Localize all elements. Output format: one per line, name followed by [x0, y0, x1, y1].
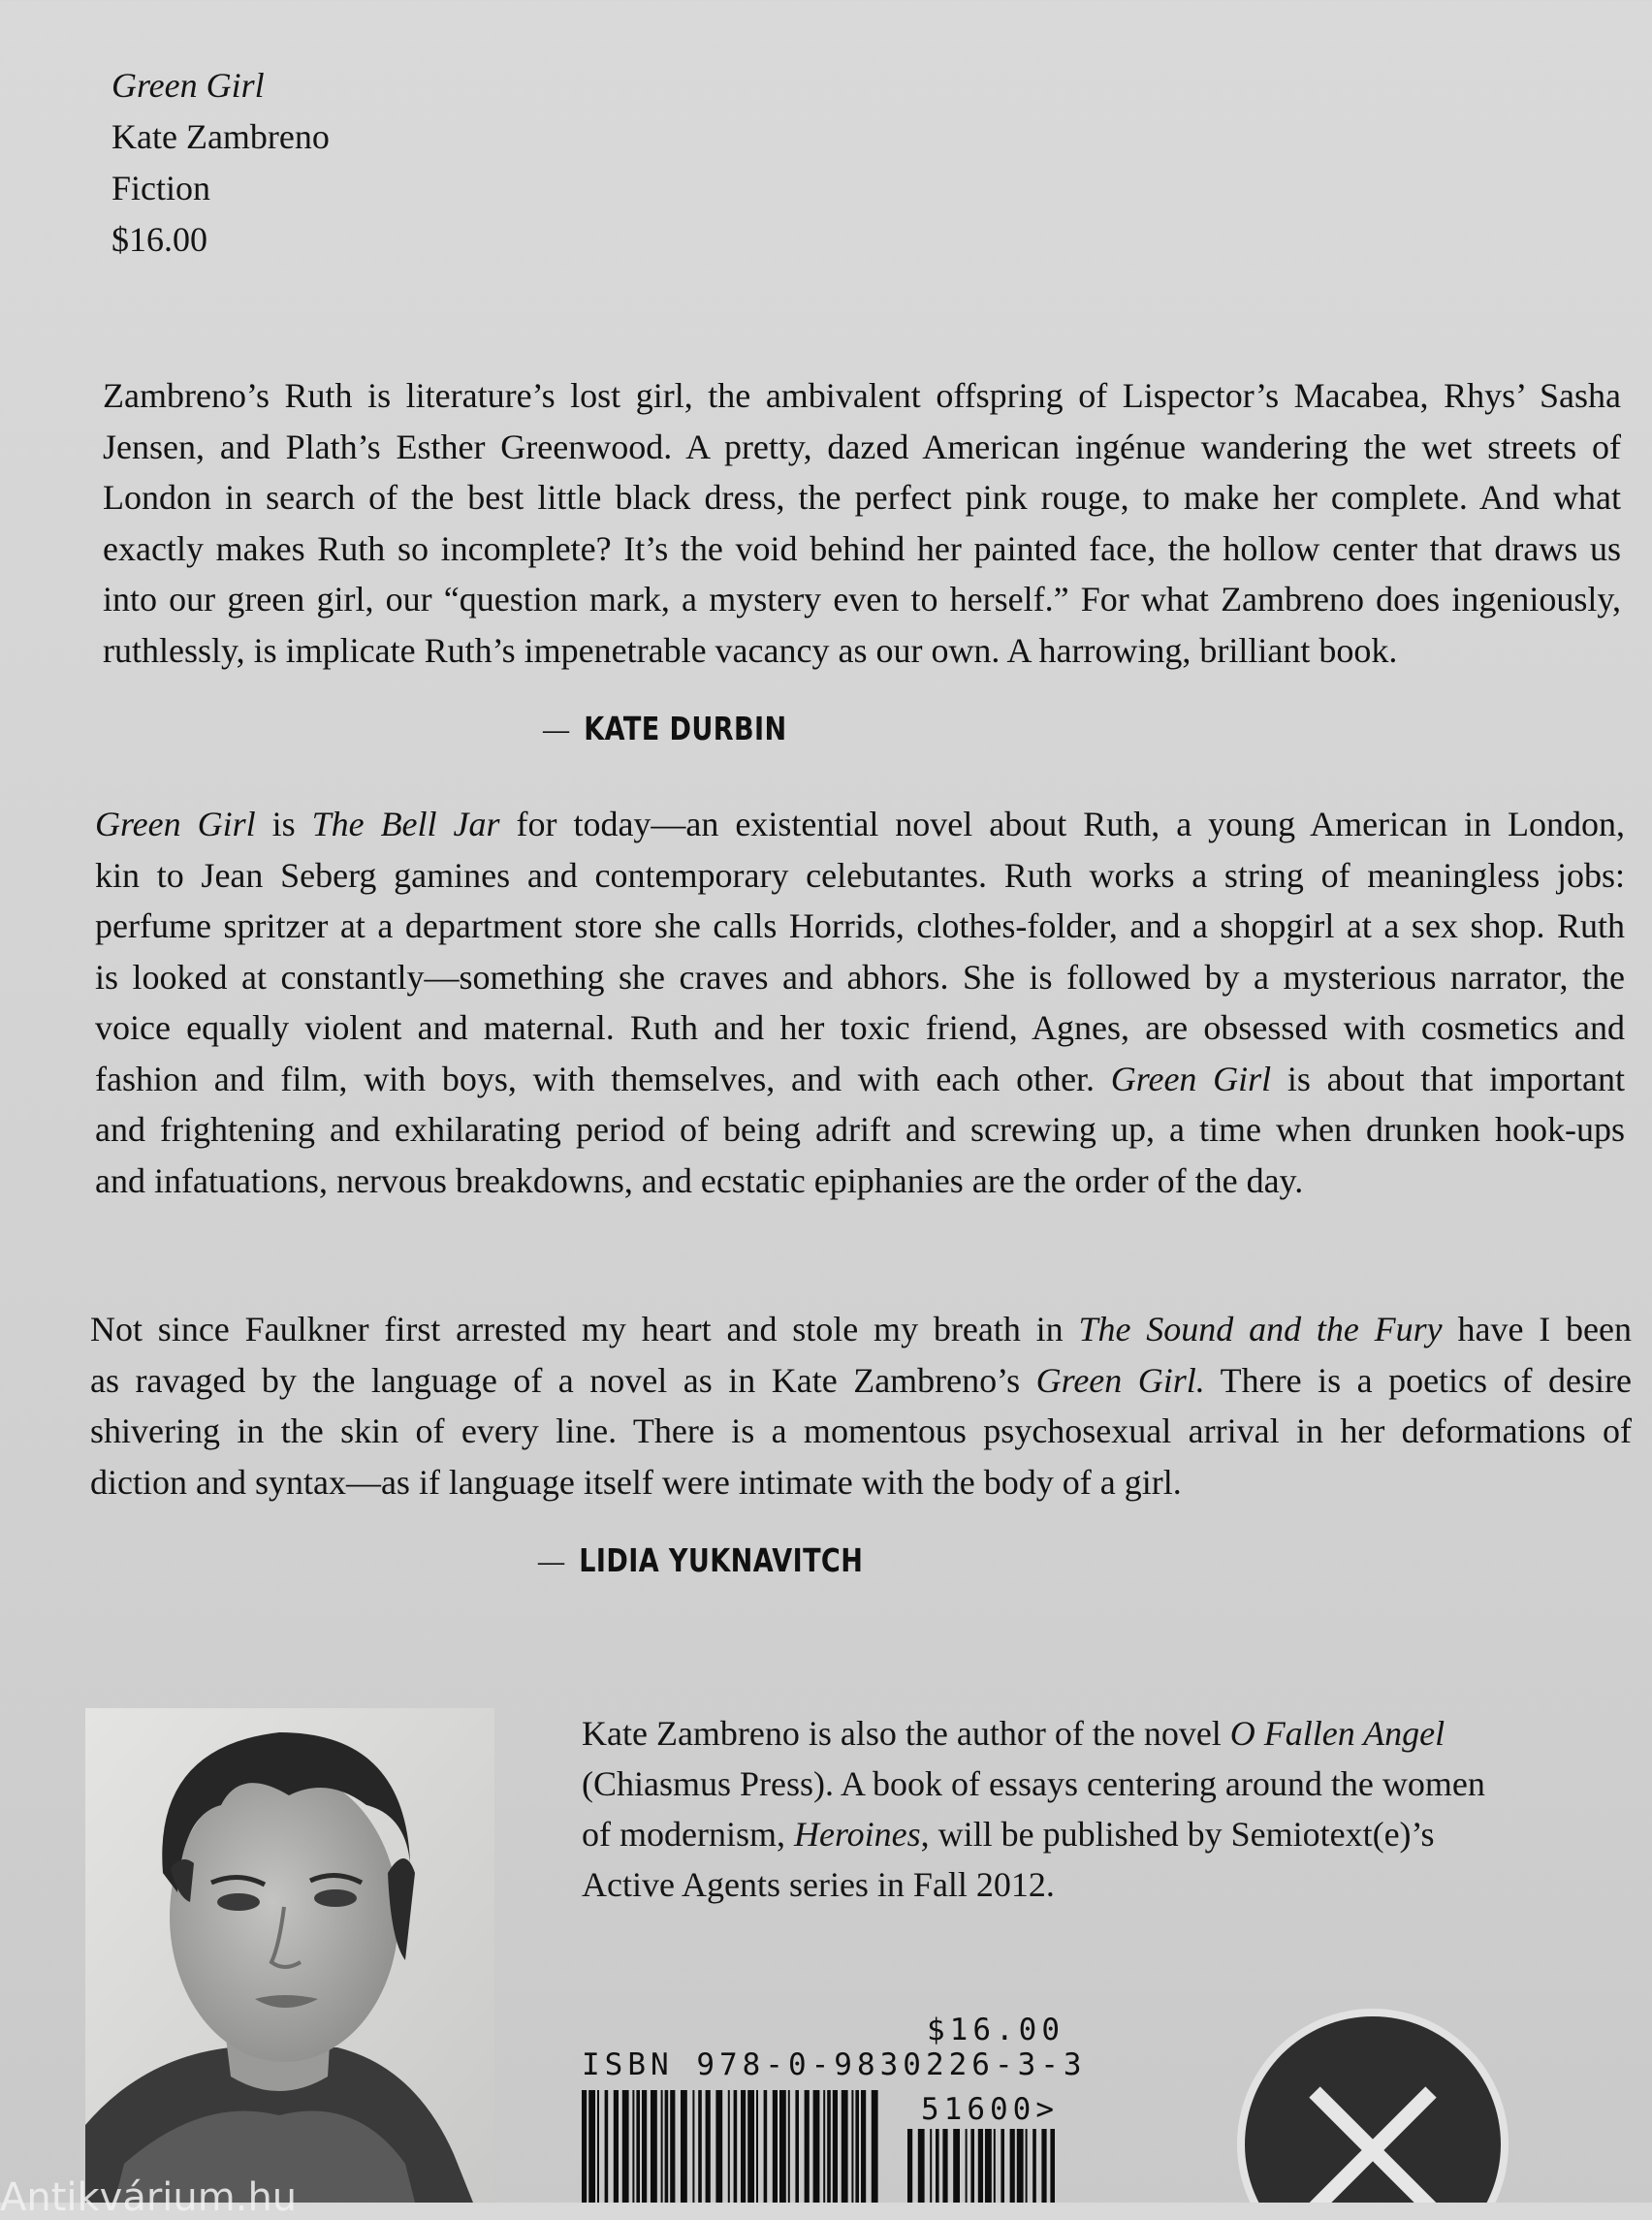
barcode-bar: [1001, 2129, 1004, 2203]
description-line: [95, 799, 1625, 850]
italic-title: Green Girl: [1110, 1059, 1272, 1098]
barcode-bar: [953, 2129, 960, 2203]
barcode-price: $16.00: [927, 2013, 1064, 2047]
italic-title: Heroines: [793, 1815, 921, 1854]
barcode-bar: [1017, 2129, 1024, 2203]
text-run: , will be published by Semiotext(e)’s: [920, 1815, 1435, 1854]
barcode-bar: [872, 2090, 878, 2203]
barcode-bar: [636, 2090, 640, 2203]
barcode-bar: [1010, 2129, 1015, 2203]
barcode-bar: [985, 2129, 992, 2203]
description-line: and frightening and exhilarating period of being adrift and screwing up, a time when drunken hook-ups: [95, 1110, 1625, 1149]
barcode-price-code: 51600>: [921, 2092, 1059, 2127]
attribution-kate-durbin: [543, 710, 787, 748]
barcode-bar: [747, 2090, 754, 2203]
book-description: [95, 799, 1625, 1206]
barcode-bar: [588, 2090, 595, 2203]
author-portrait-illustration: [85, 1708, 494, 2203]
description-line: kin to Jean Seberg gamines and contemporary celebutantes. Ruth works a string of meaningless jobs:: [95, 855, 1625, 895]
barcode-bar: [665, 2090, 669, 2203]
bio-line: Active Agents series in Fall 2012.: [582, 1865, 1055, 1904]
barcode-bar: [692, 2090, 694, 2203]
text-run: Not since Faulkner first arrested my heart and stole my breath in: [90, 1310, 1079, 1348]
barcode-bar: [795, 2090, 799, 2203]
bio-line: [582, 1809, 1600, 1859]
text-run: of modernism,: [582, 1815, 794, 1854]
barcode-bar: [936, 2129, 939, 2203]
bio-line: [582, 1708, 1600, 1759]
barcode-bar: [861, 2090, 866, 2203]
barcode-bar: [779, 2090, 786, 2203]
x-logo-icon: [1229, 1999, 1520, 2203]
text-run: Kate Zambreno is also the author of the novel: [582, 1714, 1230, 1753]
barcode-bar: [978, 2129, 983, 2203]
barcode-bar: [773, 2090, 778, 2203]
text-run: is: [255, 805, 312, 843]
review3-line: diction and syntax—as if language itself were intimate with the body of a girl.: [90, 1462, 1182, 1502]
description-line: is looked at constantly—something she craves and abhors. She is followed by a mysterious narrator, the: [95, 957, 1625, 997]
review3-line: shivering in the skin of every line. There is a momentous psychosexual arrival in her deformations of: [90, 1411, 1632, 1450]
barcode-bar: [930, 2129, 932, 2203]
barcode-bar: [813, 2090, 820, 2203]
barcode-bar: [661, 2090, 663, 2203]
review-lidia-yuknavitch: [90, 1304, 1632, 1507]
review1-line: into our green girl, our “question mark, a mystery even to herself.” For what Zambreno does ingeniously,: [103, 580, 1621, 618]
attribution-dash: —: [543, 713, 570, 747]
description-line: voice equally violent and maternal. Ruth and her toxic friend, Agnes, are obsessed with cosmetics and: [95, 1008, 1625, 1047]
barcode-bar: [632, 2090, 634, 2203]
barcode-bar: [605, 2090, 609, 2203]
barcode-bar: [756, 2090, 758, 2203]
barcode-bar: [918, 2129, 925, 2203]
author-photo: [85, 1708, 494, 2203]
barcode-bar: [1041, 2129, 1046, 2203]
review-kate-durbin: [103, 370, 1621, 676]
barcode-bar: [715, 2090, 722, 2203]
bio-line: (Chiasmus Press). A book of essays centering around the women: [582, 1764, 1485, 1803]
text-run: for today—an existential novel about Ruth, a young American in London,: [499, 805, 1626, 843]
italic-title: O Fallen Angel: [1229, 1714, 1446, 1753]
attribution-name: LIDIA YUKNAVITCH: [579, 1541, 864, 1579]
barcode-bar: [614, 2090, 619, 2203]
text-run: have I been: [1442, 1310, 1632, 1348]
barcode-bar: [706, 2090, 711, 2203]
italic-title: Green Girl: [95, 805, 256, 843]
barcode-bar: [805, 2090, 810, 2203]
review3-line: [90, 1304, 1632, 1355]
barcode-bar: [681, 2090, 687, 2203]
barcode-bar: [788, 2090, 790, 2203]
barcode-bar: [842, 2090, 848, 2203]
isbn-label: ISBN 978-0-9830226-3-3: [582, 2047, 1087, 2082]
barcode-bar: [728, 2090, 730, 2203]
barcode-bar: [1026, 2129, 1028, 2203]
barcode-bar: [855, 2090, 859, 2203]
text-run: fashion and film, with boys, with themselves, and with each other.: [95, 1059, 1111, 1098]
barcode-bar: [741, 2090, 746, 2203]
barcode-bar: [670, 2090, 675, 2203]
book-genre: Fiction: [111, 169, 211, 207]
barcode-bar: [698, 2090, 702, 2203]
barcode-bar: [907, 2129, 912, 2203]
author-bio: [582, 1708, 1600, 1910]
attribution-lidia-yuknavitch: [538, 1541, 863, 1580]
barcode-bar: [851, 2090, 853, 2203]
isbn-barcode: [578, 2090, 886, 2203]
barcode-bar: [942, 2129, 947, 2203]
text-run: is about that important: [1271, 1059, 1626, 1098]
publisher-logo: [1229, 1999, 1520, 2203]
book-author: Kate Zambreno: [111, 117, 330, 156]
barcode-bar: [994, 2129, 996, 2203]
barcode-bar: [1050, 2129, 1055, 2203]
price-barcode: [904, 2129, 1059, 2203]
review1-line: London in search of the best little black dress, the perfect pink rouge, to make her complete. And what: [103, 478, 1621, 517]
barcode-bar: [827, 2090, 831, 2203]
book-title: Green Girl: [111, 66, 265, 105]
review1-line: ruthlessly, is implicate Ruth’s impenetrable vacancy as our own. A harrowing, brilliant book.: [103, 630, 1398, 670]
barcode-bar: [642, 2090, 647, 2203]
italic-title: Green Girl.: [1035, 1360, 1205, 1400]
description-line: perfume spritzer at a department store she calls Horrids, clothes-folder, and a shopgirl at a sex shop. Ruth: [95, 906, 1625, 945]
barcode-bar: [622, 2090, 629, 2203]
barcode-bar: [966, 2129, 968, 2203]
book-price: $16.00: [111, 220, 207, 259]
watermark: Antikvárium.hu: [0, 2175, 298, 2220]
description-line: and infatuations, nervous breakdowns, and ecstatic epiphanies are the order of the day.: [95, 1160, 1304, 1200]
barcode-bar: [823, 2090, 825, 2203]
barcode-bar: [651, 2090, 657, 2203]
italic-title: The Bell Jar: [311, 805, 500, 843]
text-run: as ravaged by the language of a novel as in Kate Zambreno’s: [90, 1360, 1036, 1400]
review1-line: Zambreno’s Ruth is literature’s lost girl, the ambivalent offspring of Lispector’s Macabea, Rhys’ Sasha: [103, 376, 1621, 415]
review1-line: Jensen, and Plath’s Esther Greenwood. A pretty, dazed American ingénue wandering the wet streets of: [103, 427, 1621, 466]
barcode-bar: [833, 2090, 838, 2203]
book-metadata: [111, 60, 330, 266]
barcode-bar: [970, 2129, 974, 2203]
barcode-bar: [734, 2090, 738, 2203]
italic-title: The Sound and the Fury: [1078, 1310, 1443, 1348]
attribution-name: KATE DURBIN: [584, 710, 787, 747]
review1-line: exactly makes Ruth so incomplete? It’s the void behind her painted face, the hollow center that draws us: [103, 528, 1621, 568]
text-run: There is a poetics of desire: [1204, 1360, 1632, 1400]
barcode-bar: [597, 2090, 599, 2203]
description-line: [95, 1054, 1625, 1105]
review3-line: [90, 1355, 1632, 1407]
attribution-dash: —: [538, 1544, 565, 1579]
barcode-bar: [582, 2090, 587, 2203]
barcode-bar: [764, 2090, 768, 2203]
barcode-bar: [1032, 2129, 1036, 2203]
